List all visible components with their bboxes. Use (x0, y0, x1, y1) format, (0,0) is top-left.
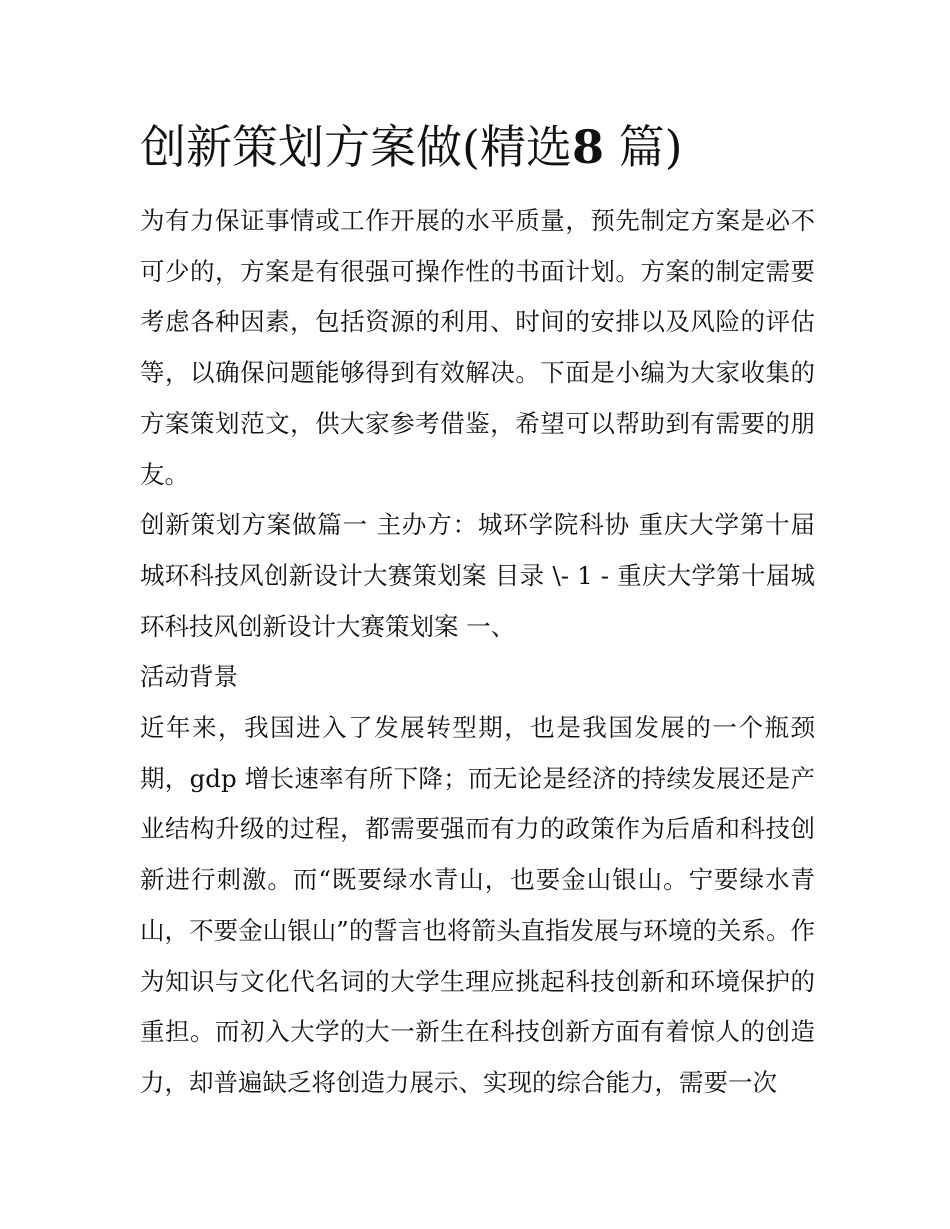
intro-paragraph: 为有力保证事情或工作开展的水平质量，预先制定方案是必不可少的，方案是有很强可操作性的书面计划。方案的制定需要考虑各种因素，包括资源的利用、时间的安排以及风险的评估等，以确保问题能够得到有效解决。下面是小编为大家收集的方案策划范文，供大家参考借鉴，希望可以帮助到有需要的朋友。 (140, 206, 815, 489)
title-suffix: 篇) (618, 120, 683, 174)
section-heading-paragraph: 创新策划方案做篇一 主办方：城环学院科协 重庆大学第十届城环科技风创新设计大赛策划案 目录 \- 1 - 重庆大学第十届城环科技风创新设计大赛策划案 一、 (140, 510, 815, 641)
document-content (140, 112, 815, 1109)
document-title (140, 112, 815, 182)
title-prefix: 创新策划方案做(精选 (140, 120, 572, 174)
activity-background-heading: 活动背景 (140, 662, 238, 692)
background-paragraph: 近年来，我国进入了发展转型期，也是我国发展的一个瓶颈期，gdp 增长速率有所下降；而无论是经济的持续发展还是产业结构升级的过程，都需要强而有力的政策作为后盾和科技创新进行刺激。而“既要绿水青山，也要金山银山。宁要绿水青山，不要金山银山”的誓言也将箭头直指发展与环境的关系。作为知识与文化代名词的大学生理应挑起科技创新和环境保护的重担。而初入大学的大一新生在科技创新方面有着惊人的创造力，却普遍缺乏将创造力展示、实现的综合能力，需要一次 (140, 713, 815, 1097)
title-number: 8 (571, 120, 604, 174)
